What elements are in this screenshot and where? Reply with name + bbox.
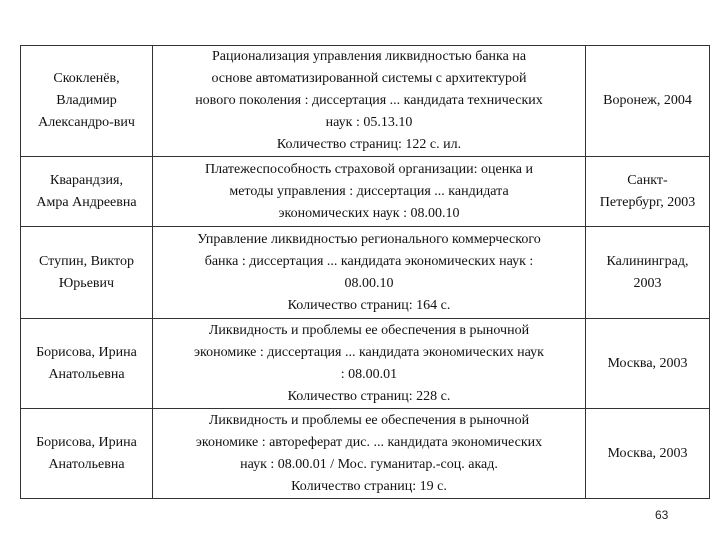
place-year-cell	[586, 409, 710, 499]
title-line: Количество страниц: 164 с.	[287, 297, 451, 313]
place-line: Москва, 2003	[607, 445, 688, 461]
page-number: 63	[655, 508, 669, 522]
title-line: экономике : автореферат дис. ... кандидата экономических	[195, 434, 543, 450]
title-cell	[153, 46, 586, 157]
title-cell	[153, 319, 586, 409]
place-line: Санкт-	[627, 172, 668, 188]
title-line: экономических наук : 08.00.10	[278, 205, 460, 221]
author-line: Скокленёв,	[53, 71, 120, 86]
title-line: основе автоматизированной системы с архитектурой	[211, 71, 527, 86]
title-line: наук : 05.13.10	[325, 115, 413, 130]
title-line: Количество страниц: 228 с.	[287, 388, 451, 404]
title-cell	[153, 409, 586, 499]
title-line: : 08.00.01	[340, 366, 398, 382]
author-cell	[21, 319, 153, 409]
title-line: 08.00.10	[344, 275, 394, 291]
place-year-cell	[586, 46, 710, 157]
table-row	[21, 319, 710, 409]
place-line: Воронеж, 2004	[603, 93, 692, 108]
table-row	[21, 46, 710, 157]
author-line: Ступин, Виктор	[39, 253, 134, 269]
place-line: Петербург, 2003	[599, 194, 696, 210]
author-cell	[21, 46, 153, 157]
title-cell	[153, 227, 586, 319]
title-line: наук : 08.00.01 / Мос. гуманитар.-соц. акад.	[240, 456, 498, 472]
author-cell	[21, 227, 153, 319]
place-year-cell	[586, 227, 710, 319]
author-line: Владимир	[56, 93, 117, 108]
title-line: Количество страниц: 19 с.	[291, 478, 447, 494]
place-line: Калининград,	[606, 253, 689, 269]
author-line: Александро-вич	[38, 115, 135, 130]
place-line: Москва, 2003	[607, 355, 688, 371]
author-cell	[21, 157, 153, 227]
title-line: банка : диссертация ... кандидата экономических наук :	[204, 253, 534, 269]
place-year-cell	[586, 319, 710, 409]
author-line: Анатольевна	[48, 456, 125, 472]
table-row	[21, 409, 710, 499]
author-line: Кварандзия,	[50, 172, 123, 188]
bibliography-table	[20, 45, 710, 499]
title-line: экономике : диссертация ... кандидата экономических наук	[194, 344, 544, 360]
author-cell	[21, 409, 153, 499]
title-line: Платежеспособность страховой организации: оценка и	[204, 161, 533, 177]
author-line: Борисова, Ирина	[36, 344, 137, 360]
author-line: Борисова, Ирина	[36, 434, 137, 450]
author-line: Анатольевна	[48, 366, 125, 382]
author-line: Юрьевич	[58, 275, 115, 291]
place-line: 2003	[633, 275, 662, 291]
title-line: Количество страниц: 122 с. ил.	[276, 137, 462, 152]
title-line: Ликвидность и проблемы ее обеспечения в рыночной	[208, 322, 530, 338]
title-line: Ликвидность и проблемы ее обеспечения в рыночной	[208, 412, 530, 428]
title-cell	[153, 157, 586, 227]
title-line: Рационализация управления ликвидностью банка на	[211, 49, 527, 64]
table-row	[21, 227, 710, 319]
table-row	[21, 157, 710, 227]
author-line: Амра Андреевна	[36, 194, 137, 210]
title-line: методы управления : диссертация ... кандидата	[229, 183, 509, 199]
title-line: нового поколения : диссертация ... кандидата технических	[195, 93, 543, 108]
place-year-cell	[586, 157, 710, 227]
title-line: Управление ликвидностью регионального коммерческого	[197, 231, 541, 247]
